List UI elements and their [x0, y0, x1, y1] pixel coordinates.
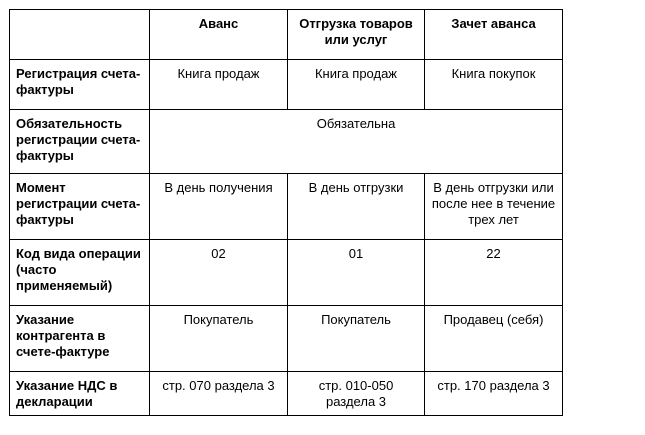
vat-comparison-table: [9, 9, 563, 416]
table-cell: стр. 010-050 раздела 3: [288, 372, 425, 416]
table-cell: стр. 170 раздела 3: [425, 372, 563, 416]
table-cell: В день получения: [150, 174, 288, 240]
table-cell: 02: [150, 240, 288, 306]
column-header-advance: Аванс: [150, 10, 288, 60]
row-label: Указание контрагента в счете-фактуре: [10, 306, 150, 372]
table-cell: Книга продаж: [288, 60, 425, 110]
table-cell: стр. 070 раздела 3: [150, 372, 288, 416]
table-row: [10, 60, 563, 110]
table-row: [10, 110, 563, 174]
table-cell: В день отгрузки или после нее в течение трех лет: [425, 174, 563, 240]
table-cell: Книга покупок: [425, 60, 563, 110]
table-cell: В день отгрузки: [288, 174, 425, 240]
corner-cell: [10, 10, 150, 60]
merged-cell: Обязательна: [150, 110, 563, 174]
table-cell: 22: [425, 240, 563, 306]
table-row: [10, 240, 563, 306]
table-cell: Продавец (себя): [425, 306, 563, 372]
table-row: [10, 306, 563, 372]
row-label: Код вида операции (часто применяемый): [10, 240, 150, 306]
row-label: Регистрация счета-фактуры: [10, 60, 150, 110]
row-label: Указание НДС в декларации: [10, 372, 150, 416]
table-row: [10, 372, 563, 416]
table-cell: Покупатель: [288, 306, 425, 372]
header-row: [10, 10, 563, 60]
row-label: Обязательность регистрации счета-фактуры: [10, 110, 150, 174]
table-cell: Покупатель: [150, 306, 288, 372]
column-header-offset: Зачет аванса: [425, 10, 563, 60]
table-row: [10, 174, 563, 240]
column-header-shipment: Отгрузка товаров или услуг: [288, 10, 425, 60]
row-label: Момент регистрации счета-фактуры: [10, 174, 150, 240]
table-cell: 01: [288, 240, 425, 306]
table-cell: Книга продаж: [150, 60, 288, 110]
